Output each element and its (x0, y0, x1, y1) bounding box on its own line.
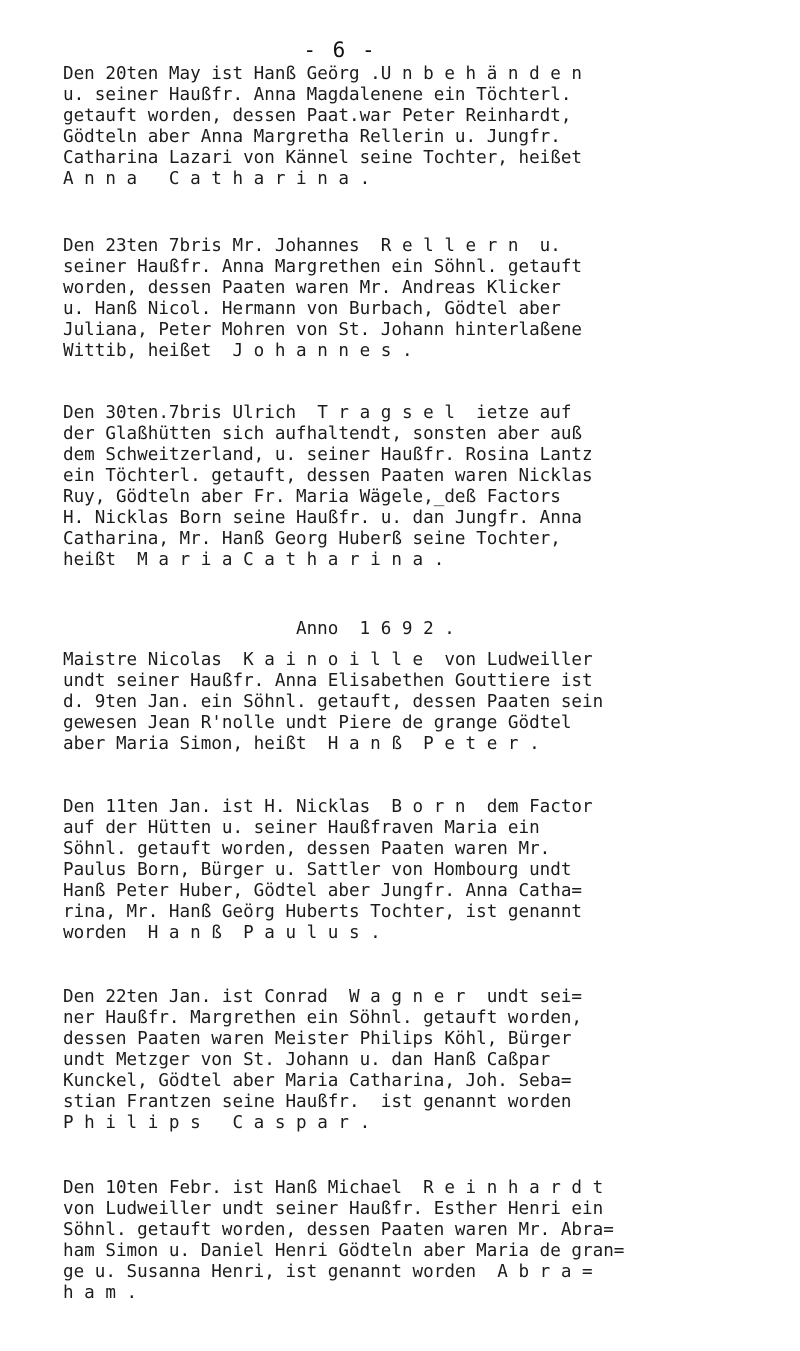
baptism-entry (63, 1178, 743, 1304)
entry-line: Ruy, Gödteln aber Fr. Maria Wägele,_deß Factors (63, 487, 561, 507)
year-heading: Anno 1 6 9 2 . (296, 619, 455, 639)
entry-line: h a m . (63, 1283, 138, 1303)
entry-line: dessen Paaten waren Meister Philips Köhl, Bürger (63, 1029, 572, 1049)
baptism-entry (63, 987, 743, 1134)
entry-line: u. seiner Haußfr. Anna Magdalenene ein Töchterl. (63, 85, 572, 105)
entry-line: der Glaßhütten sich aufhaltendt, sonsten aber auß (63, 424, 583, 444)
entry-line: undt Metzger von St. Johann u. dan Hanß Caßpar (63, 1050, 551, 1070)
entry-line: rina, Mr. Hanß Geörg Huberts Tochter, ist genannt (63, 902, 583, 922)
entry-line: Catharina, Mr. Hanß Georg Huberß seine Tochter, (63, 529, 561, 549)
entry-line: Juliana, Peter Mohren von St. Johann hinterlaßene (63, 320, 583, 340)
entry-line: seiner Haußfr. Anna Margrethen ein Söhnl. getauft (63, 257, 583, 277)
entry-line: auf der Hütten u. seiner Haußfraven Maria ein (63, 818, 540, 838)
entry-line: Söhnl. getauft worden, dessen Paaten waren Mr. Abra= (63, 1220, 614, 1240)
entry-line: A n n a C a t h a r i n a . (63, 169, 371, 189)
entry-line: ner Haußfr. Margrethen ein Söhnl. getauft worden, (63, 1008, 583, 1028)
entry-line: Paulus Born, Bürger u. Sattler von Hombourg undt (63, 860, 572, 880)
entry-line: gewesen Jean R'nolle undt Piere de grange Gödtel (63, 713, 572, 733)
page-number: - 6 - (303, 38, 377, 62)
entry-line: Den 22ten Jan. ist Conrad W a g n e r undt sei= (63, 987, 583, 1007)
baptism-entry (63, 797, 743, 944)
entry-line: ham Simon u. Daniel Henri Gödteln aber Maria de gran= (63, 1241, 625, 1261)
entry-line: Kunckel, Gödtel aber Maria Catharina, Joh. Seba= (63, 1071, 572, 1091)
entry-line: Den 11ten Jan. ist H. Nicklas B o r n dem Factor (63, 797, 593, 817)
entry-line: ein Töchterl. getauft, dessen Paaten waren Nicklas (63, 466, 593, 486)
baptism-entry (63, 64, 743, 190)
entry-line: d. 9ten Jan. ein Söhnl. getauft, dessen Paaten sein (63, 692, 604, 712)
entry-line: Gödteln aber Anna Margretha Rellerin u. Jungfr. (63, 127, 561, 147)
entry-line: P h i l i p s C a s p a r . (63, 1113, 371, 1133)
entry-line: heißt M a r i a C a t h a r i n a . (63, 550, 445, 570)
entry-line: dem Schweitzerland, u. seiner Haußfr. Rosina Lantz (63, 445, 593, 465)
entry-line: Den 23ten 7bris Mr. Johannes R e l l e r n u. (63, 236, 561, 256)
entry-line: undt seiner Haußfr. Anna Elisabethen Gouttiere ist (63, 671, 593, 691)
entry-line: Den 30ten.7bris Ulrich T r a g s e l ietze auf (63, 403, 572, 423)
entry-line: aber Maria Simon, heißt H a n ß P e t e r . (63, 734, 540, 754)
entry-line: Den 20ten May ist Hanß Geörg .U n b e h ä n d e n (63, 64, 583, 84)
entry-line: Maistre Nicolas K a i n o i l l e von Ludweiller (63, 650, 593, 670)
entry-line: getauft worden, dessen Paat.war Peter Reinhardt, (63, 106, 572, 126)
entry-line: Den 10ten Febr. ist Hanß Michael R e i n h a r d t (63, 1178, 604, 1198)
entry-line: H. Nicklas Born seine Haußfr. u. dan Jungfr. Anna (63, 508, 583, 528)
entry-line: von Ludweiller undt seiner Haußfr. Esther Henri ein (63, 1199, 604, 1219)
entry-line: stian Frantzen seine Haußfr. ist genannt worden (63, 1092, 572, 1112)
baptism-entry (63, 403, 743, 571)
entry-line: worden H a n ß P a u l u s . (63, 923, 381, 943)
entry-line: Söhnl. getauft worden, dessen Paaten waren Mr. (63, 839, 551, 859)
entry-line: Hanß Peter Huber, Gödtel aber Jungfr. Anna Catha= (63, 881, 583, 901)
entry-line: Wittib, heißet J o h a n n e s . (63, 341, 413, 361)
baptism-entry (63, 236, 743, 362)
entry-line: worden, dessen Paaten waren Mr. Andreas Klicker (63, 278, 561, 298)
entry-line: u. Hanß Nicol. Hermann von Burbach, Gödtel aber (63, 299, 561, 319)
baptism-entry (63, 650, 743, 755)
entry-line: Catharina Lazari von Kännel seine Tochter, heißet (63, 148, 583, 168)
entry-line: ge u. Susanna Henri, ist genannt worden A b r a = (63, 1262, 593, 1282)
